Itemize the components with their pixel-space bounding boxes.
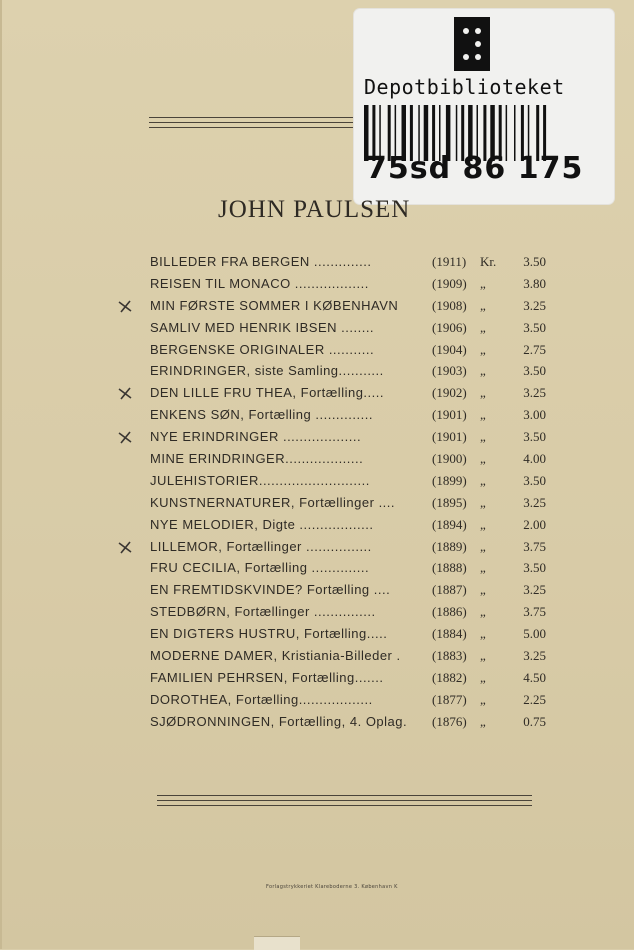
entry-title: MINE ERINDRINGER................... bbox=[150, 451, 364, 467]
rule-line bbox=[157, 805, 532, 806]
list-item bbox=[150, 692, 550, 714]
list-item bbox=[150, 407, 550, 429]
entry-title: EN FREMTIDSKVINDE? Fortælling .... bbox=[150, 582, 391, 598]
rule-line bbox=[157, 795, 532, 796]
entry-title: ENKENS SØN, Fortælling .............. bbox=[150, 407, 373, 423]
handwritten-x-icon bbox=[116, 539, 136, 555]
entry-price: 3.50 bbox=[523, 363, 546, 379]
entry-currency: Kr. bbox=[480, 254, 497, 269]
entry-year: (1889) bbox=[432, 538, 467, 554]
list-item bbox=[150, 626, 550, 648]
entry-currency: „ bbox=[480, 713, 486, 729]
entry-title: SJØDRONNINGEN, Fortælling, 4. Oplag. bbox=[150, 713, 408, 729]
entry-price: 3.50 bbox=[523, 319, 546, 335]
entry-title: EN DIGTERS HUSTRU, Fortælling..... bbox=[150, 626, 388, 642]
entry-title: REISEN TIL MONACO .................. bbox=[150, 275, 369, 291]
entry-year: (1886) bbox=[432, 604, 467, 620]
entry-currency: „ bbox=[480, 669, 486, 685]
entry-price: 3.25 bbox=[523, 494, 546, 510]
list-item bbox=[150, 451, 550, 473]
spine-tab bbox=[254, 936, 300, 950]
list-item bbox=[150, 385, 550, 407]
handwritten-x-icon bbox=[116, 298, 136, 314]
entry-currency: „ bbox=[480, 297, 486, 313]
entry-title: DEN LILLE FRU THEA, Fortælling..... bbox=[150, 385, 384, 401]
bottom-rules bbox=[157, 795, 532, 810]
entry-title: NYE ERINDRINGER ................... bbox=[150, 429, 362, 445]
entry-price: 2.75 bbox=[523, 341, 546, 357]
entry-price: 3.80 bbox=[523, 275, 546, 291]
entry-year: (1884) bbox=[432, 626, 467, 642]
entry-price: 3.25 bbox=[523, 385, 546, 401]
entry-title: MIN FØRSTE SOMMER I KØBENHAVN bbox=[150, 297, 399, 313]
list-item bbox=[150, 495, 550, 517]
list-item bbox=[150, 648, 550, 670]
barcode-number: 75sd 86 175 bbox=[366, 151, 584, 186]
library-name: Depotbiblioteket bbox=[364, 75, 565, 99]
rule-line bbox=[149, 127, 361, 128]
entry-title: LILLEMOR, Fortællinger ................ bbox=[150, 538, 372, 554]
entry-title: FRU CECILIA, Fortælling .............. bbox=[150, 560, 370, 576]
entry-title: KUNSTNERNATURER, Fortællinger .... bbox=[150, 494, 396, 510]
rule-line bbox=[149, 117, 361, 118]
rule-line bbox=[157, 800, 532, 801]
list-item bbox=[150, 670, 550, 692]
entry-currency: „ bbox=[480, 407, 486, 423]
entry-title: BILLEDER FRA BERGEN .............. bbox=[150, 254, 372, 269]
entry-currency: „ bbox=[480, 494, 486, 510]
list-item bbox=[150, 320, 550, 342]
top-rules bbox=[149, 117, 361, 132]
entry-title: SAMLIV MED HENRIK IBSEN ........ bbox=[150, 319, 375, 335]
entry-year: (1883) bbox=[432, 648, 467, 664]
entry-year: (1908) bbox=[432, 297, 467, 313]
entry-currency: „ bbox=[480, 516, 486, 532]
book-list bbox=[150, 254, 550, 736]
entry-year: (1900) bbox=[432, 451, 467, 467]
entry-year: (1887) bbox=[432, 582, 467, 598]
list-item bbox=[150, 539, 550, 561]
entry-year: (1909) bbox=[432, 275, 467, 291]
entry-year: (1904) bbox=[432, 341, 467, 357]
entry-title: NYE MELODIER, Digte .................. bbox=[150, 516, 374, 532]
entry-currency: „ bbox=[480, 341, 486, 357]
handwritten-x-icon bbox=[116, 429, 136, 445]
list-item bbox=[150, 254, 550, 276]
entry-price: 4.00 bbox=[523, 451, 546, 467]
entry-currency: „ bbox=[480, 691, 486, 707]
entry-title: STEDBØRN, Fortællinger ............... bbox=[150, 604, 376, 620]
entry-currency: „ bbox=[480, 472, 486, 488]
entry-year: (1876) bbox=[432, 713, 467, 729]
list-item bbox=[150, 473, 550, 495]
entry-currency: „ bbox=[480, 275, 486, 291]
list-item bbox=[150, 714, 550, 736]
entry-currency: „ bbox=[480, 538, 486, 554]
entry-title: BERGENSKE ORIGINALER ........... bbox=[150, 341, 375, 357]
entry-price: 3.50 bbox=[523, 429, 546, 445]
entry-price: 3.50 bbox=[523, 560, 546, 576]
entry-currency: „ bbox=[480, 363, 486, 379]
entry-currency: „ bbox=[480, 582, 486, 598]
entry-price: 2.25 bbox=[523, 691, 546, 707]
printer-line: Forlagstrykkeriet Klareboderne 3. København K bbox=[266, 884, 398, 890]
entry-price: 3.75 bbox=[523, 538, 546, 554]
list-item bbox=[150, 429, 550, 451]
list-item bbox=[150, 604, 550, 626]
entry-price: 2.00 bbox=[523, 516, 546, 532]
entry-price: 0.75 bbox=[523, 713, 546, 729]
entry-currency: „ bbox=[480, 648, 486, 664]
rule-line bbox=[149, 122, 361, 123]
entry-currency: „ bbox=[480, 604, 486, 620]
entry-year: (1906) bbox=[432, 319, 467, 335]
entry-title: MODERNE DAMER, Kristiania-Billeder . bbox=[150, 648, 401, 664]
entry-year: (1899) bbox=[432, 472, 467, 488]
entry-year: (1902) bbox=[432, 385, 467, 401]
entry-price: 3.25 bbox=[523, 582, 546, 598]
entry-price: 3.50 bbox=[523, 254, 546, 269]
entry-year: (1877) bbox=[432, 691, 467, 707]
entry-year: (1895) bbox=[432, 494, 467, 510]
entry-title: DOROTHEA, Fortælling.................. bbox=[150, 691, 373, 707]
entry-currency: „ bbox=[480, 560, 486, 576]
entry-price: 5.00 bbox=[523, 626, 546, 642]
entry-year: (1903) bbox=[432, 363, 467, 379]
list-item bbox=[150, 560, 550, 582]
entry-currency: „ bbox=[480, 385, 486, 401]
entry-price: 3.50 bbox=[523, 472, 546, 488]
author-name: JOHN PAULSEN bbox=[218, 196, 411, 223]
entry-price: 3.00 bbox=[523, 407, 546, 423]
entry-title: JULEHISTORIER........................... bbox=[150, 472, 370, 488]
handwritten-x-icon bbox=[116, 385, 136, 401]
entry-year: (1911) bbox=[432, 254, 467, 269]
list-item bbox=[150, 517, 550, 539]
entry-year: (1888) bbox=[432, 560, 467, 576]
entry-year: (1901) bbox=[432, 429, 467, 445]
entry-title: FAMILIEN PEHRSEN, Fortælling....... bbox=[150, 669, 384, 685]
entry-title: ERINDRINGER, siste Samling........... bbox=[150, 363, 384, 379]
entry-year: (1901) bbox=[432, 407, 467, 423]
entry-currency: „ bbox=[480, 451, 486, 467]
list-item bbox=[150, 298, 550, 320]
entry-currency: „ bbox=[480, 626, 486, 642]
entry-price: 3.25 bbox=[523, 297, 546, 313]
entry-price: 3.25 bbox=[523, 648, 546, 664]
list-item bbox=[150, 342, 550, 364]
list-item bbox=[150, 582, 550, 604]
entry-year: (1882) bbox=[432, 669, 467, 685]
entry-currency: „ bbox=[480, 319, 486, 335]
library-logo-icon bbox=[454, 17, 490, 71]
list-item bbox=[150, 276, 550, 298]
entry-price: 3.75 bbox=[523, 604, 546, 620]
entry-price: 4.50 bbox=[523, 669, 546, 685]
list-item bbox=[150, 363, 550, 385]
entry-year: (1894) bbox=[432, 516, 467, 532]
entry-currency: „ bbox=[480, 429, 486, 445]
library-label bbox=[354, 9, 614, 204]
